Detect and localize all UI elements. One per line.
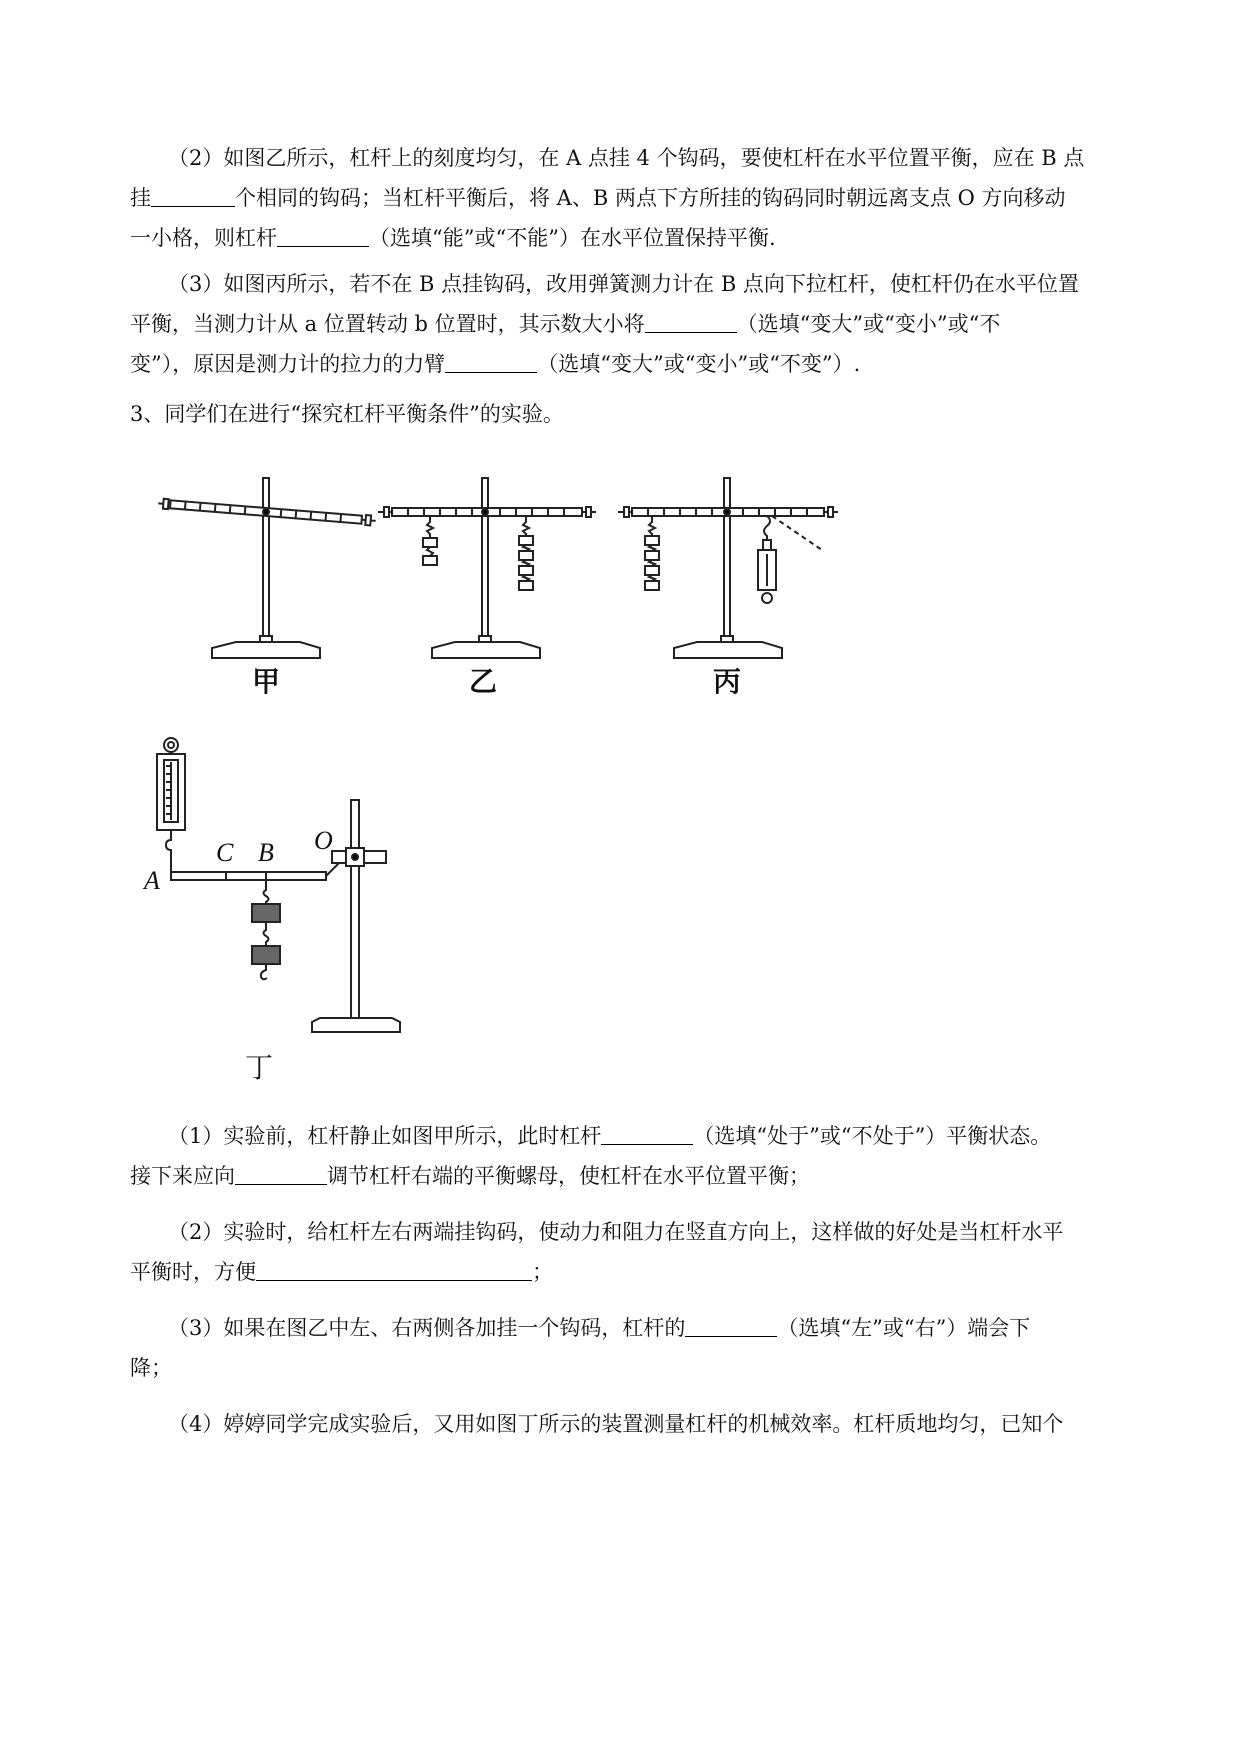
q3-2-text-2a: 平衡时，方便 (130, 1260, 256, 1284)
q3-4-text-1: （4）婷婷同学完成实验后，又用如图丁所示的装置测量杠杆的机械效率。杠杆质地均匀，已知个 (168, 1412, 1064, 1436)
q2-2-text-2a: 挂 (130, 186, 151, 210)
answer-blank[interactable] (601, 1123, 693, 1145)
q3-3-text-1b: （选填“左”或“右”）端会下 (777, 1316, 1031, 1340)
figure-jia (158, 478, 376, 658)
question-3-part-4 (148, 1404, 1148, 1444)
question-3-part-2 (130, 1212, 1148, 1292)
label-a: A (144, 866, 160, 895)
q2-2-text-2b: 个相同的钩码；当杠杆平衡后，将 A、B 两点下方所挂的钩码同时朝远离支点 O 方向移动 (235, 186, 1066, 210)
figure-bing (618, 478, 838, 658)
q3-2-text-2b: ； (532, 1260, 553, 1284)
answer-blank[interactable] (256, 1259, 532, 1281)
q3-title-text: 3、同学们在进行“探究杠杆平衡条件”的实验。 (130, 402, 564, 426)
label-b: B (258, 838, 274, 867)
figure-yi (378, 478, 596, 658)
question-3-part-3 (130, 1308, 1148, 1388)
q2-3-text-2a: 平衡，当测力计从 a 位置转动 b 位置时，其示数大小将 (130, 312, 645, 336)
caption-jia: 甲 (252, 665, 281, 698)
q3-1-text-2a: 接下来应向 (130, 1164, 235, 1188)
answer-blank[interactable] (685, 1315, 777, 1337)
caption-yi: 乙 (469, 665, 498, 698)
q3-3-text-1a: （3）如果在图乙中左、右两侧各加挂一个钩码，杠杆的 (168, 1316, 686, 1340)
q2-3-text-3b: （选填“变大”或“变小”或“不变”）. (537, 352, 861, 376)
q3-3-text-2: 降； (130, 1356, 172, 1380)
q2-3-text-2b: （选填“变大”或“变小”或“不 (736, 312, 1001, 336)
q3-1-text-1b: （选填“处于”或“不处于”）平衡状态。 (693, 1124, 1052, 1148)
q2-3-text-1: （3）如图丙所示，若不在 B 点挂钩码，改用弹簧测力计在 B 点向下拉杠杆，使杠杆仍在水平位置 (168, 272, 1079, 296)
caption-bing: 丙 (713, 665, 742, 698)
q2-2-text-3b: （选填“能”或“不能”）在水平位置保持平衡. (369, 226, 776, 250)
q2-3-text-3a: 变”），原因是测力计的拉力的力臂 (130, 352, 446, 376)
q2-2-text-1: （2）如图乙所示，杠杆上的刻度均匀，在 A 点挂 4 个钩码，要使杠杆在水平位置平衡，应在 B 点 (168, 146, 1085, 170)
question-3-part-1 (130, 1116, 1148, 1196)
label-c: C (216, 838, 234, 867)
answer-blank[interactable] (235, 1163, 327, 1185)
label-o: O (314, 826, 333, 855)
q2-2-text-3a: 一小格，则杠杆 (130, 226, 277, 250)
q3-1-text-1a: （1）实验前，杠杆静止如图甲所示，此时杠杆 (168, 1124, 602, 1148)
figure-ding (157, 738, 400, 1032)
q3-2-text-1: （2）实验时，给杠杆左右两端挂钩码，使动力和阻力在竖直方向上，这样做的好处是当杠杆水平 (168, 1220, 1064, 1244)
caption-ding: 丁 (245, 1051, 274, 1084)
q3-1-text-2b: 调节杠杆右端的平衡螺母，使杠杆在水平位置平衡； (327, 1164, 810, 1188)
